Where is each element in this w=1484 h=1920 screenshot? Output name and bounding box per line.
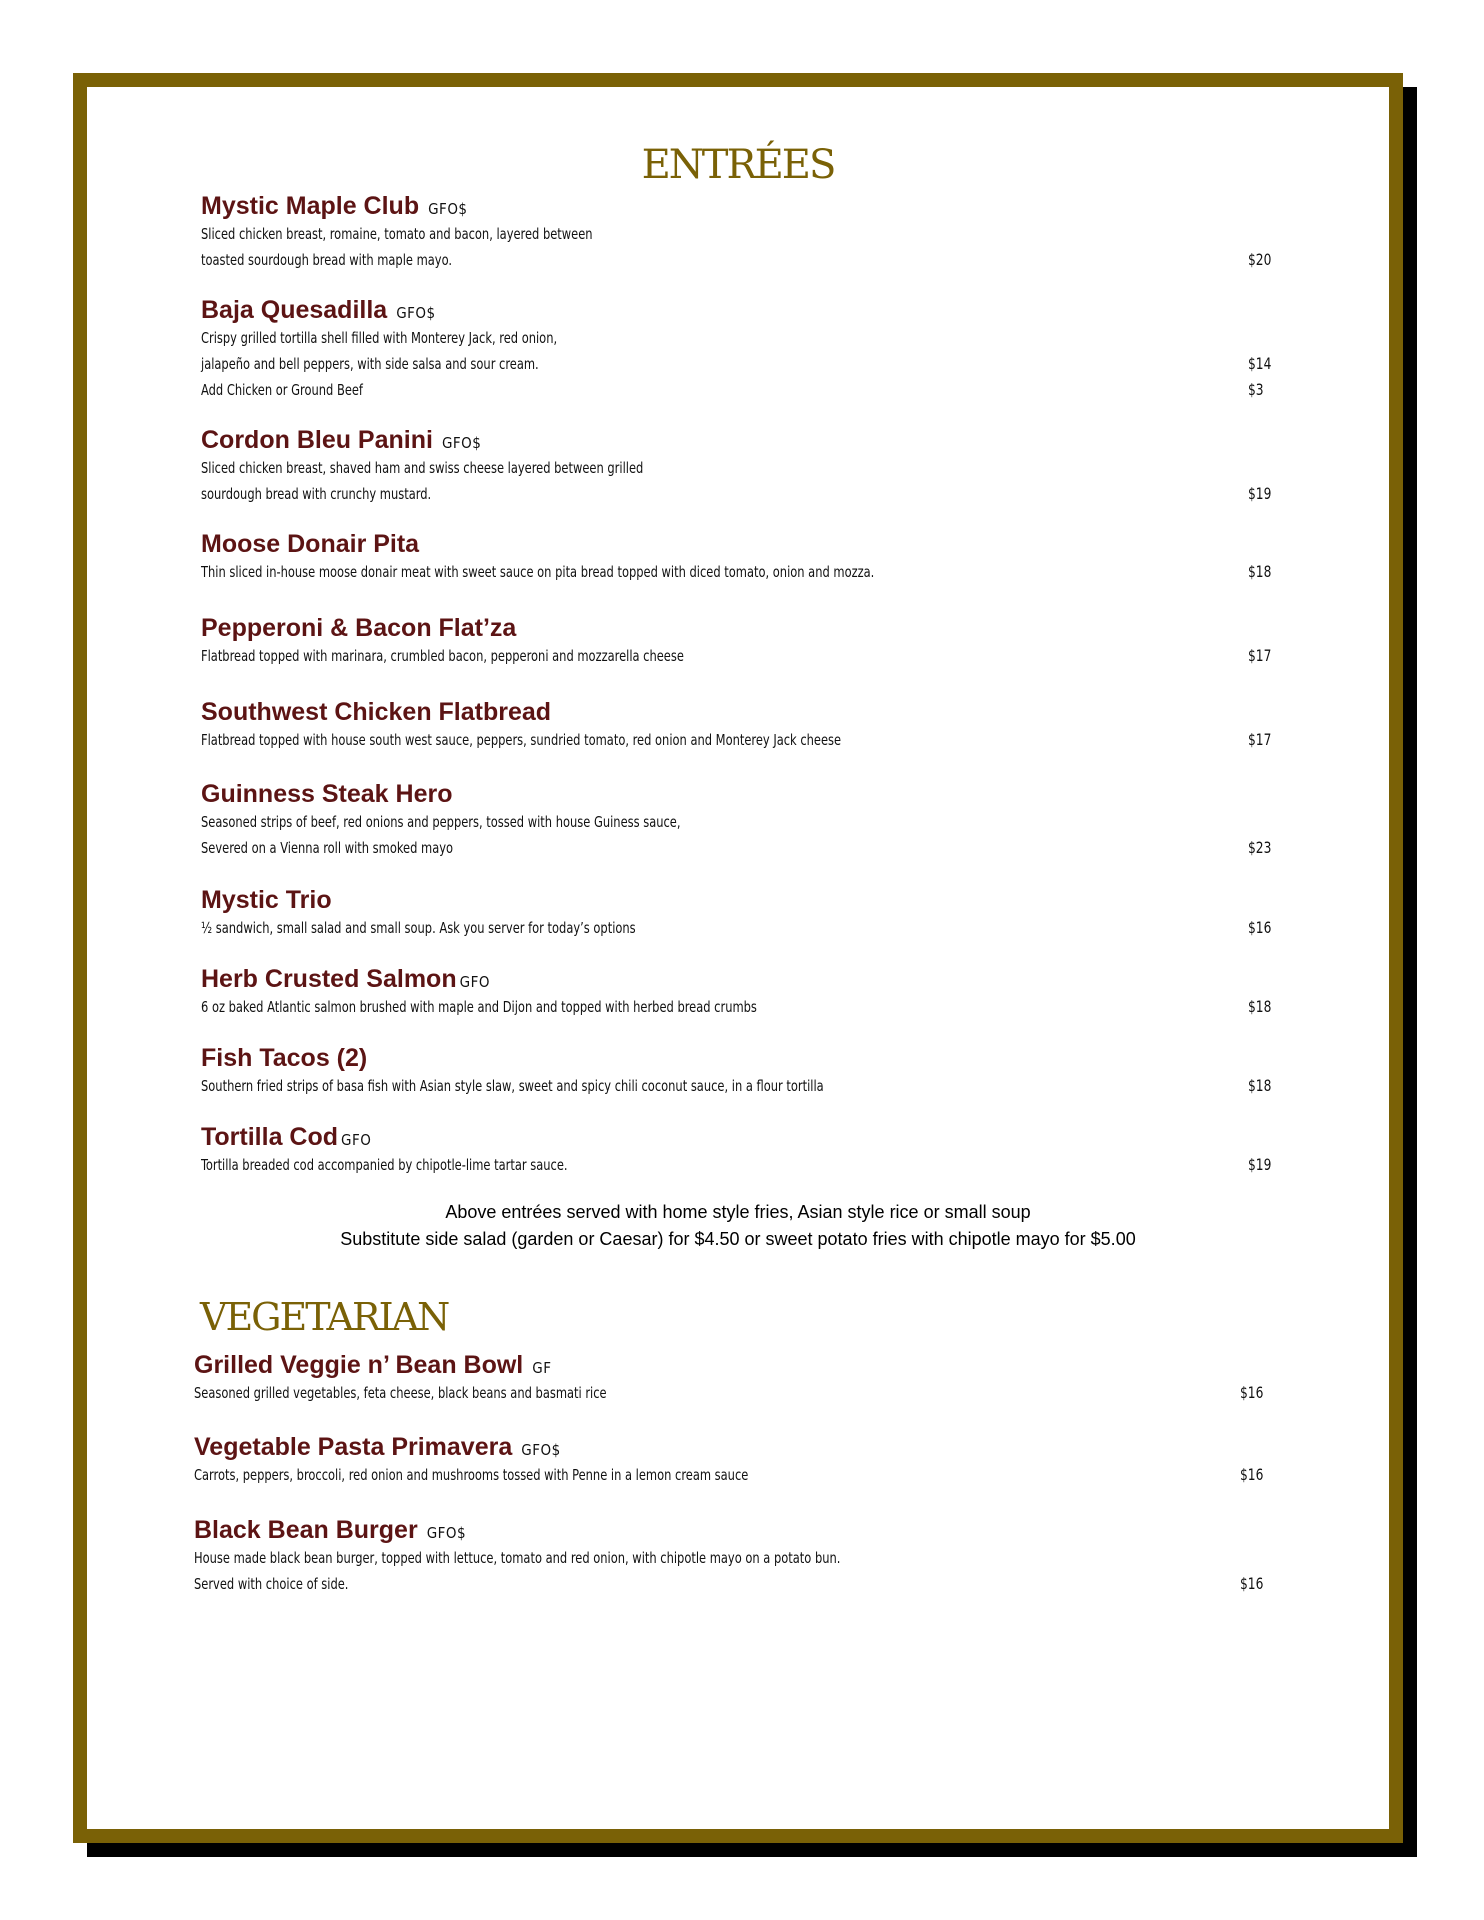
item-price: $18 [1248,562,1272,581]
menu-item-mystic-trio [201,885,1401,941]
item-name: Black Bean Burger [194,1516,418,1544]
menu-item-southwest-chicken-flatbread [201,697,1401,753]
item-tag: GFO [459,973,490,991]
item-price: $19 [1248,1155,1272,1174]
menu-item-baja-quesadilla [201,295,1401,403]
item-price: $20 [1248,250,1272,269]
menu-item-tortilla-cod [201,1122,1401,1178]
item-description: Sliced chicken breast, shaved ham and swiss cheese layered between grilled [201,459,644,477]
item-price: $16 [1240,1383,1264,1402]
item-price: $18 [1248,997,1272,1016]
item-name: Guinness Steak Hero [201,780,453,808]
item-description: ½ sandwich, small salad and small soup. Ask you server for today’s options [201,919,636,937]
item-tag: GFO$ [441,434,482,452]
item-name: Southwest Chicken Flatbread [201,698,552,726]
item-name: Vegetable Pasta Primavera [194,1433,513,1461]
item-tag: GFO$ [426,1524,467,1542]
item-tag: GFO$ [396,304,436,322]
menu-item-vegetable-pasta-primavera [194,1432,1394,1488]
addon-price: $3 [1248,380,1264,399]
item-price: $17 [1248,730,1272,749]
entrees-title: ENTRÉES [641,142,835,188]
entrees-sides-note [87,1199,1389,1253]
item-description: 6 oz baked Atlantic salmon brushed with maple and Dijon and topped with herbed bread crumbs [201,998,757,1016]
item-name: Mystic Trio [201,886,332,914]
vegetarian-title: VEGETARIAN [200,1295,449,1339]
item-description: Served with choice of side. [194,1575,349,1593]
item-description: Severed on a Vienna roll with smoked mayo [201,839,454,857]
item-name: Fish Tacos (2) [201,1044,368,1072]
item-name: Herb Crusted Salmon [201,965,457,993]
menu-item-moose-donair-pita [201,529,1401,585]
sides-note-line: Substitute side salad (garden or Caesar) for $4.50 or sweet potato fries with chipotle mayo for $5.00 [340,1229,1136,1249]
menu-item-pepperoni-bacon-flatza [201,613,1401,669]
item-description: Sliced chicken breast, romaine, tomato and bacon, layered between [201,225,593,243]
menu-item-herb-crusted-salmon [201,964,1401,1020]
item-description: Flatbread topped with marinara, crumbled bacon, pepperoni and mozzarella cheese [201,647,684,665]
menu-item-cordon-bleu-panini [201,425,1401,507]
item-name: Mystic Maple Club [201,192,420,220]
item-name: Baja Quesadilla [201,296,388,324]
item-description: Carrots, peppers, broccoli, red onion and mushrooms tossed with Penne in a lemon cream sauce [194,1466,749,1484]
item-price: $14 [1248,354,1272,373]
item-description: Flatbread topped with house south west sauce, peppers, sundried tomato, red onion and Monterey Jack cheese [201,731,842,749]
item-tag: GFO$ [428,200,468,218]
item-description: Seasoned strips of beef, red onions and peppers, tossed with house Guiness sauce, [201,813,681,831]
item-name: Tortilla Cod [201,1123,339,1151]
menu-item-grilled-veggie-bean-bowl [194,1350,1394,1406]
item-tag: GFO$ [521,1441,561,1459]
menu-item-mystic-maple-club [201,191,1401,273]
menu-item-fish-tacos [201,1043,1401,1099]
item-tag: GFO [341,1131,372,1149]
item-price: $16 [1240,1465,1264,1484]
item-tag: GF [532,1359,552,1377]
menu-page [73,73,1403,1843]
item-description: sourdough bread with crunchy mustard. [201,485,432,503]
item-price: $18 [1248,1076,1272,1095]
sides-note-line: Above entrées served with home style fries, Asian style rice or small soup [445,1202,1031,1222]
item-addon: Add Chicken or Ground Beef [201,381,363,399]
item-description: Southern fried strips of basa fish with Asian style slaw, sweet and spicy chili coconut sauce, in a flour tortilla [201,1077,824,1095]
item-price: $16 [1240,1574,1264,1593]
item-description: Seasoned grilled vegetables, feta cheese, black beans and basmati rice [194,1384,607,1402]
item-description: House made black bean burger, topped with lettuce, tomato and red onion, with chipotle mayo on a potato bun. [194,1549,841,1567]
item-price: $16 [1248,918,1272,937]
menu-item-black-bean-burger [194,1515,1394,1597]
item-price: $17 [1248,646,1272,665]
item-description: toasted sourdough bread with maple mayo. [201,251,453,269]
menu-item-guinness-steak-hero [201,779,1401,861]
item-price: $23 [1248,838,1272,857]
item-name: Moose Donair Pita [201,530,420,558]
item-price: $19 [1248,484,1272,503]
item-name: Cordon Bleu Panini [201,426,433,454]
item-name: Pepperoni & Bacon Flat’za [201,614,517,642]
item-description: Crispy grilled tortilla shell filled with Monterey Jack, red onion, [201,329,558,347]
item-description: Tortilla breaded cod accompanied by chipotle-lime tartar sauce. [201,1156,568,1174]
item-description: Thin sliced in-house moose donair meat with sweet sauce on pita bread topped with diced tomato, onion and mozza. [201,563,875,581]
item-name: Grilled Veggie n’ Bean Bowl [194,1351,524,1379]
item-description: jalapeño and bell peppers, with side salsa and sour cream. [201,355,539,373]
